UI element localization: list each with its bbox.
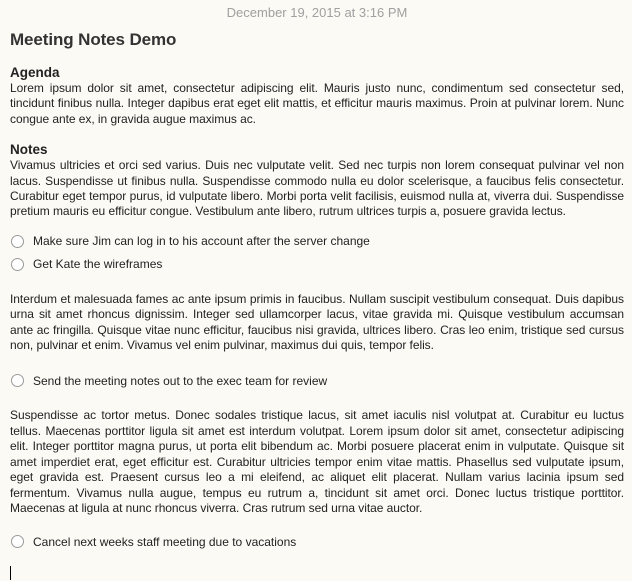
checklist-item-label[interactable]: Get Kate the wireframes bbox=[33, 257, 163, 272]
notes-paragraph-2[interactable]: Interdum et malesuada fames ac ante ipsum primis in faucibus. Nullam suscipit vestibulum consequat. Duis dapibus urna sit amet rhoncus dignissim. Integer sed ullamcorper lacus, vitae gravida mi. Quisque vestibulum accumsan ante ac fringilla. Quisque vitae nunc efficitur, faucibus nisi gravida, ultrices libero. Cras leo enim, tristique sed cursus non, pulvinar et enim. Vivamus vel enim pulvinar, maximus dui quis, tempor felis. bbox=[10, 291, 624, 353]
notes-heading[interactable]: Notes bbox=[10, 142, 48, 158]
checkbox-circle-icon[interactable] bbox=[11, 235, 24, 248]
agenda-heading[interactable]: Agenda bbox=[10, 65, 60, 80]
checkbox-circle-icon[interactable] bbox=[11, 374, 24, 387]
checklist-item bbox=[10, 253, 624, 276]
checklist-item-label[interactable]: Cancel next weeks staff meeting due to vacations bbox=[33, 534, 297, 549]
note-title[interactable]: Meeting Notes Demo bbox=[10, 30, 177, 49]
note-timestamp: December 19, 2015 at 3:16 PM bbox=[226, 5, 408, 20]
checkbox-circle-icon[interactable] bbox=[11, 535, 24, 548]
checklist-item bbox=[10, 530, 624, 553]
checklist-item bbox=[10, 369, 624, 392]
checkbox-circle-icon[interactable] bbox=[11, 258, 24, 271]
notes-paragraph-1[interactable]: Vivamus ultricies et orci sed varius. Duis nec vulputate velit. Sed nec turpis non lorem consequat pulvinar vel non lacus. Suspendisse ut finibus nulla. Suspendisse commodo nulla eu dolor scelerisque, a faucibus felis consectetur. Curabitur eget tempor purus, id vulputate libero. Morbi porta velit facilisis, euismod nulla at, viverra dui. Suspendisse pretium mauris eu efficitur congue. Vestibulum ante libero, rutrum ultrices turpis a, posuere gravida lectus. bbox=[10, 158, 624, 219]
agenda-paragraph[interactable]: Lorem ipsum dolor sit amet, consectetur adipiscing elit. Mauris justo nunc, condimentum sed consectetur sed, tincidunt finibus nulla. Integer dapibus erat eget elit mattis, et efficitur mauris maximus. Proin at pulvinar lorem. Nunc congue ante ex, in gravida augue maximus ac. bbox=[10, 81, 624, 126]
checklist-item-label[interactable]: Send the meeting notes out to the exec team for review bbox=[33, 373, 328, 388]
checklist-item bbox=[10, 230, 624, 253]
checklist-item-label[interactable]: Make sure Jim can log in to his account after the server change bbox=[33, 234, 370, 249]
notes-paragraph-3[interactable]: Suspendisse ac tortor metus. Donec sodales tristique lacus, sit amet iaculis nisl volutpat at. Curabitur eu luctus tellus. Maecenas porttitor ligula sit amet est interdum volutpat. Lorem ipsum dolor sit amet, consectetur adipiscing elit. Integer porttitor magna purus, ut porta elit bibendum ac. Morbi posuere placerat enim in vulputate. Quisque sit amet imperdiet erat, eget efficitur est. Curabitur ultricies tempor enim vitae mattis. Phasellus sed vulputate ipsum, eget gravida est. Praesent cursus leo a mi eleifend, ac aliquet elit placerat. Nullam varius lacinia ipsum sed fermentum. Vivamus nulla augue, tempus eu rutrum a, tincidunt sit amet orci. Donec luctus tristique porttitor. Maecenas at ligula at nunc rhoncus viverra. Cras rutrum sed urna vitae auctor. bbox=[10, 408, 624, 515]
text-cursor bbox=[10, 566, 11, 580]
